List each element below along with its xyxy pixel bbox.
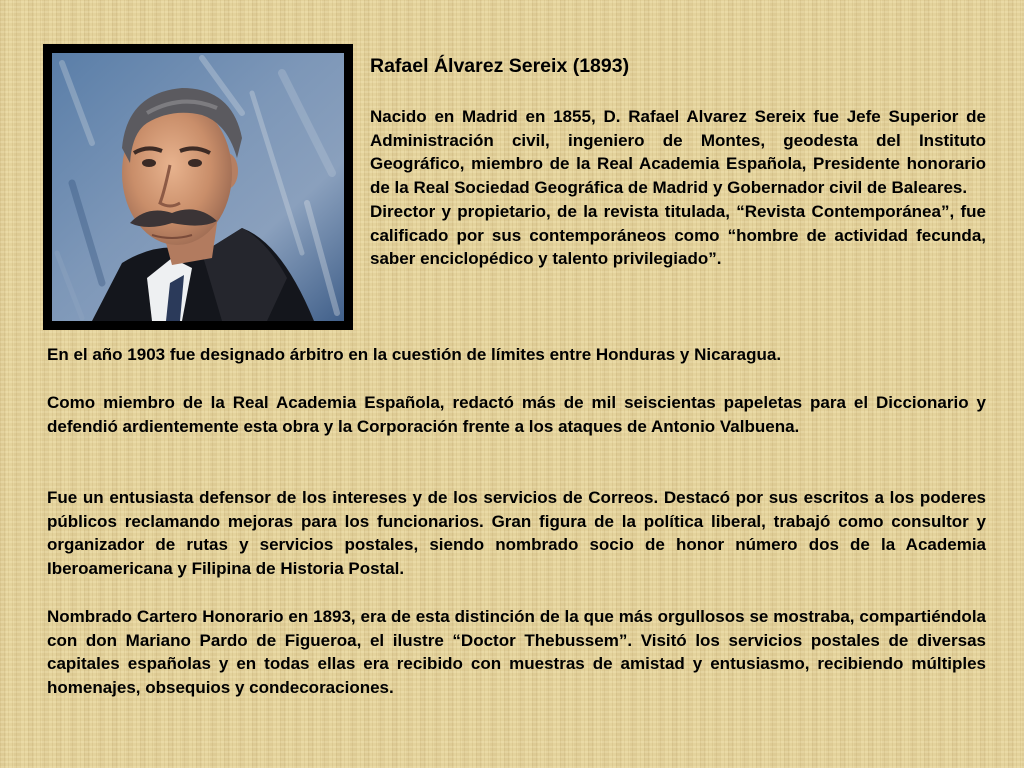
portrait-painting xyxy=(52,53,344,321)
intro-column xyxy=(370,105,986,271)
paragraph-academy: Como miembro de la Real Academia Española, redactó más de mil seiscientas papeletas para el Diccionario y defendió ardientemente esta obra y la Corporación frente a los ataques de Antonio Valbuena. xyxy=(47,393,986,436)
paragraph-arbitration: En el año 1903 fue designado árbitro en la cuestión de límites entre Honduras y Nicaragua. xyxy=(47,345,782,364)
paragraph-honorary-postman: Nombrado Cartero Honorario en 1893, era de esta distinción de la que más orgullosos se mostraba, compartiéndola con don Mariano Pardo de Figueroa, el ilustre “Doctor Thebussem”. Visitó los servicios postales de diversas capitales españolas y en todas ellas era recibido con muestras de amistad y entusiasmo, recibiendo múltiples homenajes, obsequios y condecoraciones. xyxy=(47,607,986,698)
intro-paragraph-biography: Nacido en Madrid en 1855, D. Rafael Alvarez Sereix fue Jefe Superior de Administración civil, ingeniero de Montes, geodesta del Instituto Geográfico, miembro de la Real Academia Española, Presidente honorario de la Real Sociedad Geográfica de Madrid y Gobernador civil de Baleares. xyxy=(370,107,986,198)
page-title: Rafael Álvarez Sereix (1893) xyxy=(370,55,630,77)
intro-paragraph-journal: Director y propietario, de la revista titulada, “Revista Contemporánea”, fue calificado por sus contemporáneos como “hombre de actividad fecunda, saber enciclopédico y talento privilegiado”. xyxy=(370,201,986,269)
portrait-frame xyxy=(43,44,353,330)
paragraph-postal-service: Fue un entusiasta defensor de los intereses y de los servicios de Correos. Destacó por sus escritos a los poderes públicos reclamando mejoras para los funcionarios. Gran figura de la política liberal, trabajó como consultor y organizador de rutas y servicios postales, siendo nombrado socio de honor número dos de la Academia Iberoamericana y Filipina de Historia Postal. xyxy=(47,488,986,579)
